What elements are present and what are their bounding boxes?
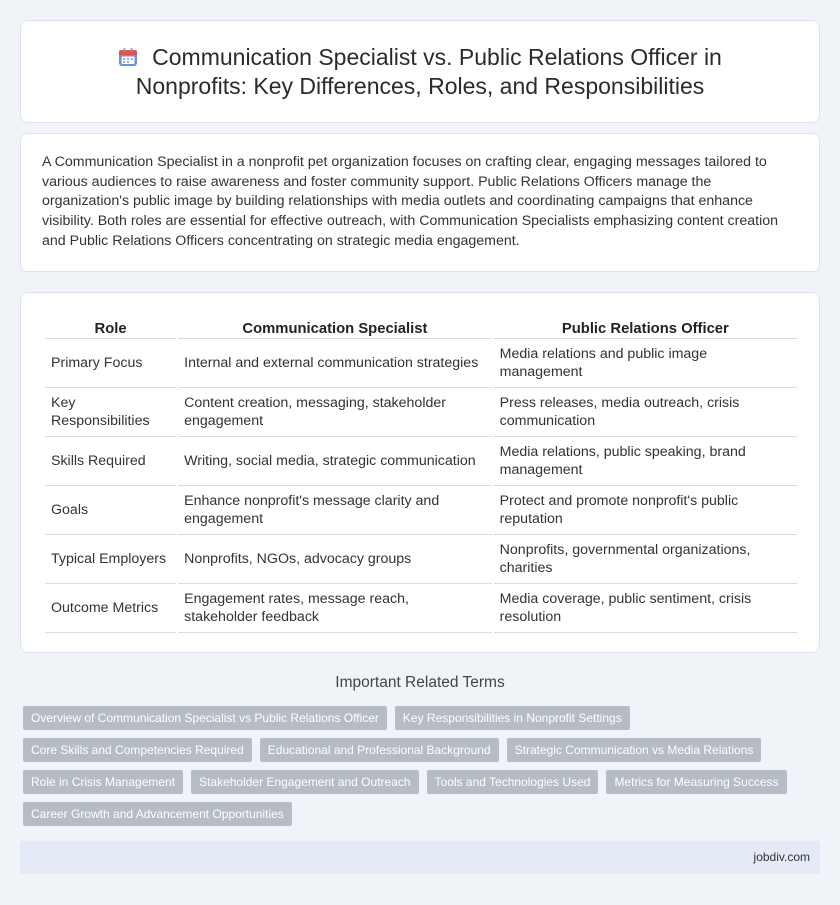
table-row xyxy=(45,584,797,633)
cell-communication-specialist: Enhance nonprofit's message clarity and engagement xyxy=(178,486,492,535)
table-row xyxy=(45,339,797,388)
cell-public-relations-officer: Media relations and public image management xyxy=(494,339,797,388)
related-term-tag[interactable]: Overview of Communication Specialist vs Public Relations Officer xyxy=(23,706,387,730)
related-term-tag[interactable]: Educational and Professional Background xyxy=(260,738,499,762)
cell-public-relations-officer: Press releases, media outreach, crisis communication xyxy=(494,388,797,437)
table-row xyxy=(45,388,797,437)
related-terms-list xyxy=(23,706,823,826)
related-term-tag[interactable]: Tools and Technologies Used xyxy=(427,770,599,794)
cell-communication-specialist: Content creation, messaging, stakeholder engagement xyxy=(178,388,492,437)
related-term-tag[interactable]: Core Skills and Competencies Required xyxy=(23,738,252,762)
header-communication-specialist: Communication Specialist xyxy=(178,313,492,339)
cell-communication-specialist: Engagement rates, message reach, stakeholder feedback xyxy=(178,584,492,633)
footer xyxy=(20,841,820,874)
row-label: Key Responsibilities xyxy=(45,388,176,437)
header-role: Role xyxy=(45,313,176,339)
row-label: Typical Employers xyxy=(45,535,176,584)
comparison-table xyxy=(43,313,799,633)
row-label: Goals xyxy=(45,486,176,535)
row-label: Skills Required xyxy=(45,437,176,486)
related-terms-title: Important Related Terms xyxy=(335,674,505,691)
related-term-tag[interactable]: Strategic Communication vs Media Relations xyxy=(507,738,762,762)
summary-text: A Communication Specialist in a nonprofit pet organization focuses on crafting clear, engaging messages tailored to various audiences to raise awareness and foster community support. Public Relations Officers manage the organization's public image by building relationships with media outlets and coordinating campaigns that enhance visibility. Both roles are essential for effective outreach, with Communication Specialists emphasizing content creation and Public Relations Officers concentrating on strategic media engagement. xyxy=(42,154,779,249)
cell-communication-specialist: Internal and external communication strategies xyxy=(178,339,492,388)
cell-communication-specialist: Nonprofits, NGOs, advocacy groups xyxy=(178,535,492,584)
related-term-tag[interactable]: Career Growth and Advancement Opportunities xyxy=(23,802,292,826)
related-term-tag[interactable]: Stakeholder Engagement and Outreach xyxy=(191,770,418,794)
cell-public-relations-officer: Media coverage, public sentiment, crisis resolution xyxy=(494,584,797,633)
summary-card xyxy=(20,133,820,272)
table-header-row xyxy=(45,313,797,339)
calendar-icon xyxy=(118,47,138,67)
related-term-tag[interactable]: Metrics for Measuring Success xyxy=(606,770,786,794)
table-row xyxy=(45,437,797,486)
row-label: Primary Focus xyxy=(45,339,176,388)
header-card xyxy=(20,20,820,123)
related-term-tag[interactable]: Key Responsibilities in Nonprofit Settings xyxy=(395,706,630,730)
header-public-relations-officer: Public Relations Officer xyxy=(494,313,797,339)
row-label: Outcome Metrics xyxy=(45,584,176,633)
page-title xyxy=(75,43,765,101)
cell-communication-specialist: Writing, social media, strategic communication xyxy=(178,437,492,486)
comparison-table-card xyxy=(20,292,820,653)
table-row xyxy=(45,486,797,535)
cell-public-relations-officer: Media relations, public speaking, brand management xyxy=(494,437,797,486)
cell-public-relations-officer: Nonprofits, governmental organizations, charities xyxy=(494,535,797,584)
footer-site-link[interactable]: jobdiv.com xyxy=(753,850,810,864)
table-row xyxy=(45,535,797,584)
page-title-text: Communication Specialist vs. Public Relations Officer in Nonprofits: Key Differences, Roles, and Responsibilities xyxy=(135,43,722,99)
related-term-tag[interactable]: Role in Crisis Management xyxy=(23,770,183,794)
cell-public-relations-officer: Protect and promote nonprofit's public reputation xyxy=(494,486,797,535)
